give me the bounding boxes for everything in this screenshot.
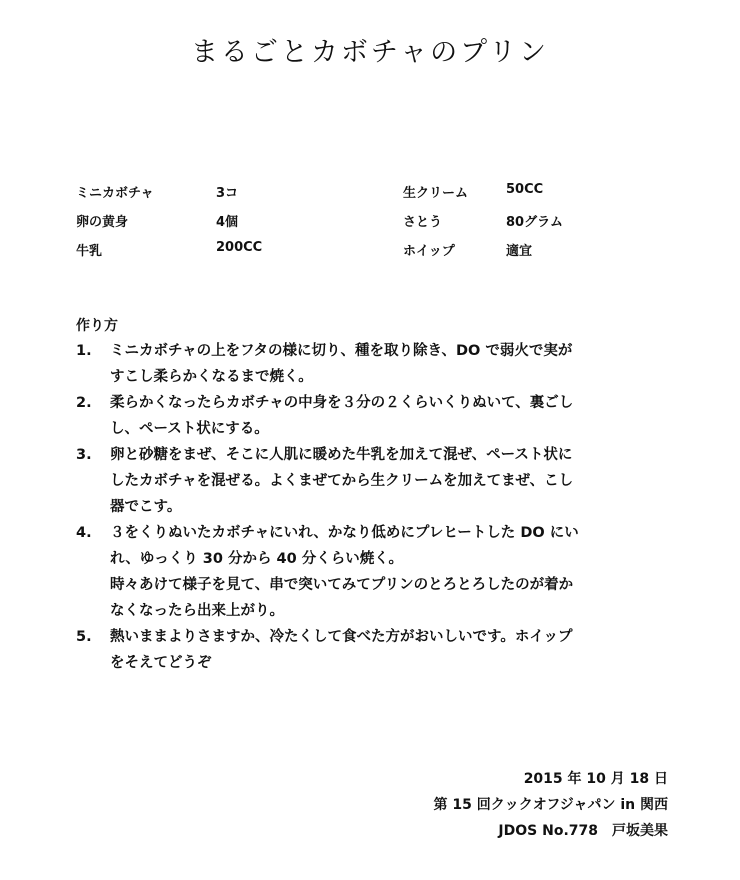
step-line: 器でこす。: [110, 499, 182, 515]
step-number: 3.: [76, 447, 92, 463]
step-item: [76, 390, 676, 442]
ingredient-name: さとう: [403, 215, 443, 230]
footer-event: 第 15 回クックオフジャパン in 関西: [433, 797, 668, 813]
ingredient-amount: 適宜: [506, 244, 533, 259]
ingredient-row: [76, 182, 676, 211]
step-line: し、ペースト状にする。: [110, 421, 269, 437]
recipe-title: まるごとカボチャのプリン: [190, 37, 550, 68]
ingredient-amount: 50CC: [506, 182, 544, 197]
step-item: [76, 442, 676, 520]
step-item: [76, 624, 676, 676]
step-line: をそえてどうぞ: [110, 655, 212, 671]
ingredient-amount: 200CC: [216, 240, 263, 255]
step-line: 柔らかくなったらカボチャの中身を３分の２くらいくりぬいて、裏ごし: [110, 395, 574, 411]
step-line: したカボチャを混ぜる。よくまぜてから生クリームを加えてまぜ、こし: [110, 473, 574, 489]
ingredient-amount: 4個: [216, 215, 239, 230]
footer-date: 2015 年 10 月 18 日: [523, 771, 668, 787]
step-item: [76, 338, 676, 390]
step-line: 卵と砂糖をまぜ、そこに人肌に暖めた牛乳を加えて混ぜ、ペースト状に: [110, 447, 573, 463]
ingredient-name: ホイップ: [403, 244, 455, 259]
ingredients-list: [76, 182, 676, 269]
step-line: れ、ゆっくり 30 分から 40 分くらい焼く。: [110, 551, 403, 567]
step-line: なくなったら出来上がり。: [110, 603, 284, 619]
ingredient-name: 牛乳: [76, 244, 103, 259]
ingredient-row: [76, 211, 676, 240]
step-number: 5.: [76, 629, 92, 645]
step-number: 4.: [76, 525, 92, 541]
step-number: 1.: [76, 343, 92, 359]
footer-signature: [434, 766, 668, 844]
footer-author: JDOS No.778 戸坂美果: [498, 823, 668, 839]
ingredient-amount: 80グラム: [506, 215, 563, 230]
ingredient-name: 卵の黄身: [76, 215, 129, 230]
ingredient-amount: 3コ: [216, 186, 239, 201]
step-number: 2.: [76, 395, 92, 411]
step-line: 時々あけて様子を見て、串で突いてみてプリンのとろとろしたのが着か: [110, 577, 574, 593]
ingredient-name: ミニカボチャ: [76, 186, 154, 201]
step-line: ３をくりぬいたカボチャにいれ、かなり低めにプレヒートした DO にい: [110, 525, 579, 541]
method-steps: [76, 338, 676, 676]
step-item: [76, 520, 676, 624]
ingredient-name: 生クリーム: [403, 186, 469, 201]
ingredient-row: [76, 240, 676, 269]
step-line: ミニカボチャの上をフタの様に切り、種を取り除き、DO で弱火で実が: [110, 343, 573, 359]
step-line: 熱いままよりさますか、冷たくして食べた方がおいしいです。ホイップ: [110, 629, 573, 645]
step-line: すこし柔らかくなるまで焼く。: [110, 369, 313, 385]
method-heading: 作り方: [76, 318, 118, 334]
